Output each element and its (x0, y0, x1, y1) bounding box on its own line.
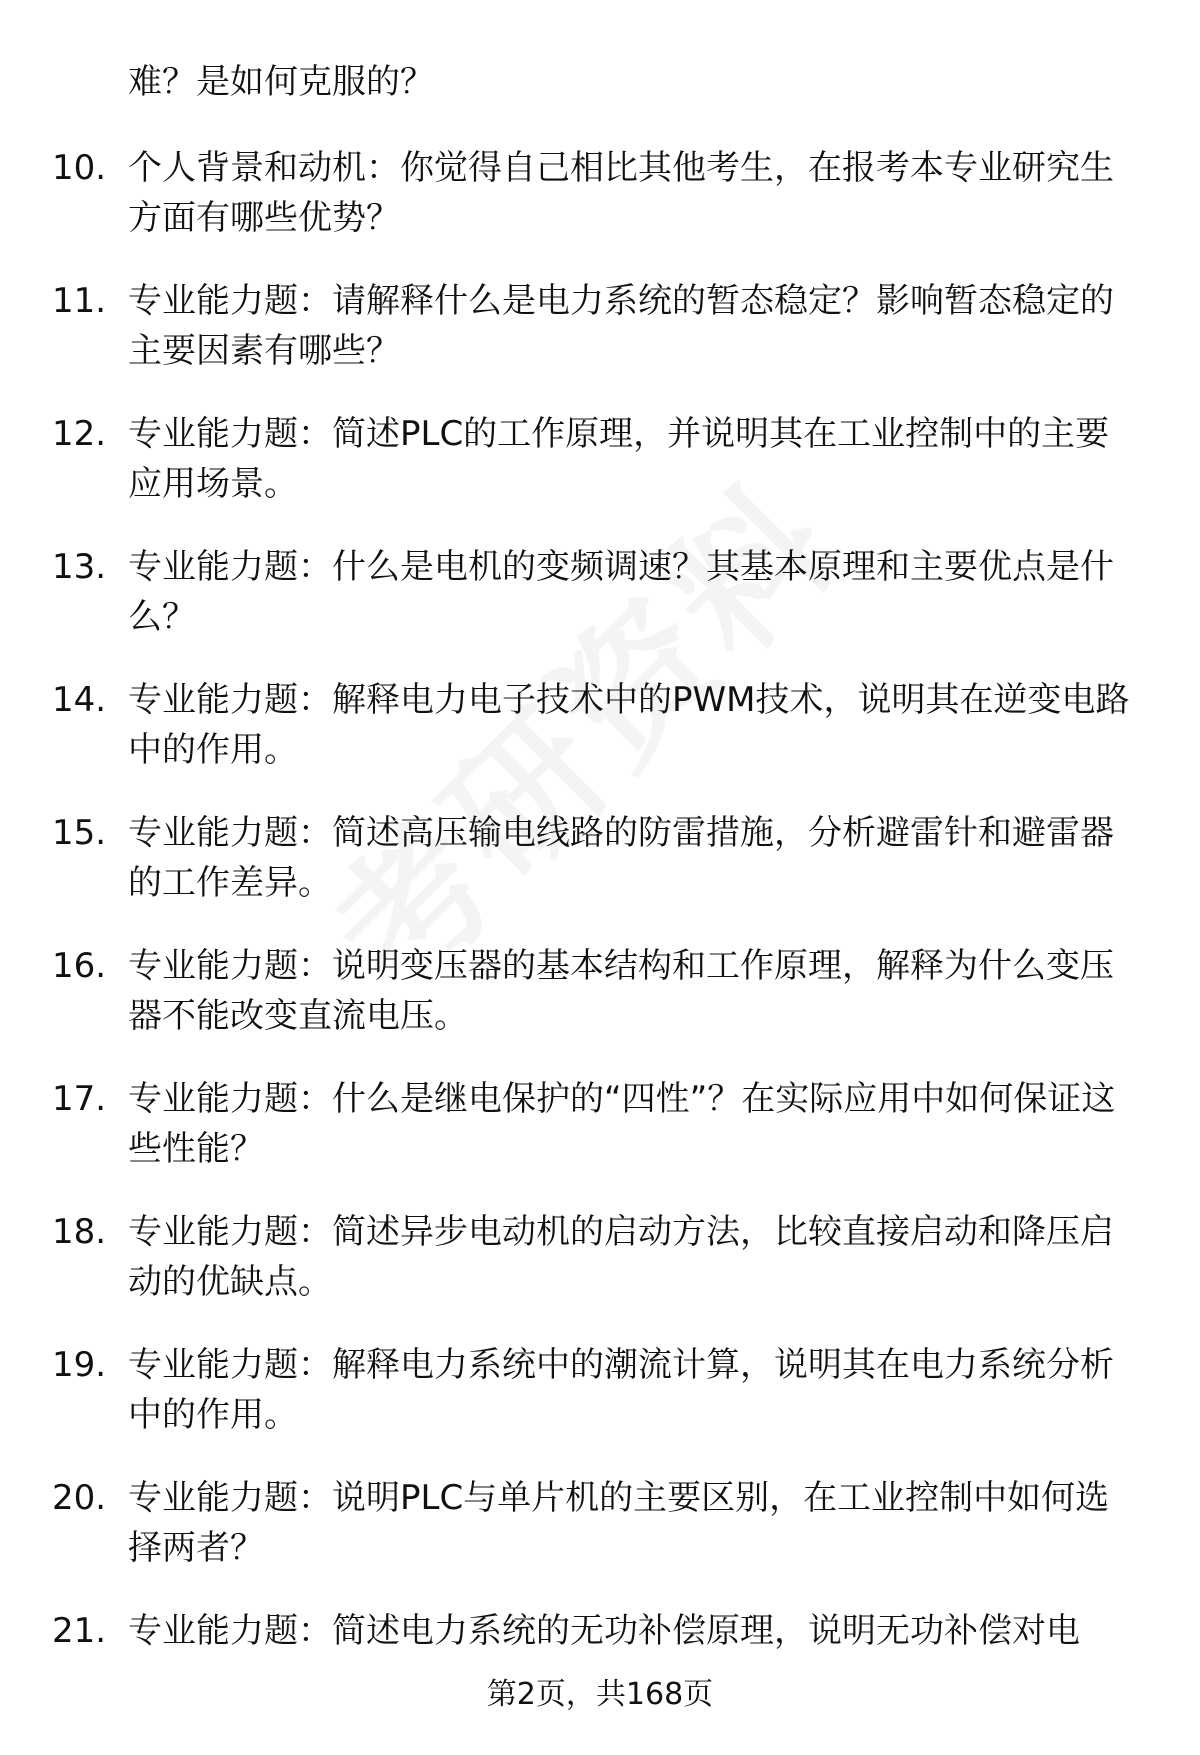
question-text: 专业能力题：简述PLC的工作原理，并说明其在工业控制中的主要应用场景。 (128, 414, 1110, 504)
question-number: 11. (52, 281, 107, 321)
question-item (0, 143, 1200, 276)
question-text: 专业能力题：简述高压输电线路的防雷措施，分析避雷针和避雷器的工作差异。 (128, 813, 1114, 903)
question-number: 15. (52, 813, 107, 853)
question-number: 19. (52, 1345, 107, 1385)
question-item (0, 1340, 1200, 1473)
question-number: 14. (52, 680, 107, 720)
question-text: 专业能力题：请解释什么是电力系统的暂态稳定？影响暂态稳定的主要因素有哪些？ (128, 281, 1114, 371)
question-number: 10. (52, 148, 107, 188)
question-list (0, 143, 1200, 1739)
question-number: 20. (52, 1478, 107, 1518)
question-text: 专业能力题：解释电力系统中的潮流计算，说明其在电力系统分析中的作用。 (128, 1345, 1114, 1435)
question-item (0, 1074, 1200, 1207)
question-item (0, 1473, 1200, 1606)
question-text: 专业能力题：什么是继电保护的“四性”？在实际应用中如何保证这些性能？ (128, 1079, 1116, 1169)
page-footer: 第2页，共168页 (486, 1677, 714, 1712)
question-number: 17. (52, 1079, 107, 1119)
question-item (0, 1207, 1200, 1340)
question-item (0, 542, 1200, 675)
question-number: 13. (52, 547, 107, 587)
question-item (0, 276, 1200, 409)
question-number: 21. (52, 1611, 107, 1651)
question-9-continuation: 难？是如何克服的？ (128, 62, 434, 102)
question-text: 专业能力题：说明PLC与单片机的主要区别，在工业控制中如何选择两者？ (128, 1478, 1110, 1568)
question-item (0, 675, 1200, 808)
question-number: 18. (52, 1212, 107, 1252)
question-number: 12. (52, 414, 107, 454)
question-item (0, 808, 1200, 941)
question-item (0, 409, 1200, 542)
question-text: 专业能力题：解释电力电子技术中的PWM技术，说明其在逆变电路中的作用。 (128, 680, 1130, 770)
question-item (0, 941, 1200, 1074)
question-number: 16. (52, 946, 107, 986)
question-text: 专业能力题：简述异步电动机的启动方法，比较直接启动和降压启动的优缺点。 (128, 1212, 1114, 1302)
question-text: 专业能力题：简述电力系统的无功补偿原理，说明无功补偿对电 (128, 1611, 1080, 1651)
question-text: 专业能力题：说明变压器的基本结构和工作原理，解释为什么变压器不能改变直流电压。 (128, 946, 1114, 1036)
question-text: 个人背景和动机：你觉得自己相比其他考生，在报考本专业研究生方面有哪些优势？ (128, 148, 1114, 238)
question-text: 专业能力题：什么是电机的变频调速？其基本原理和主要优点是什么？ (128, 547, 1114, 637)
